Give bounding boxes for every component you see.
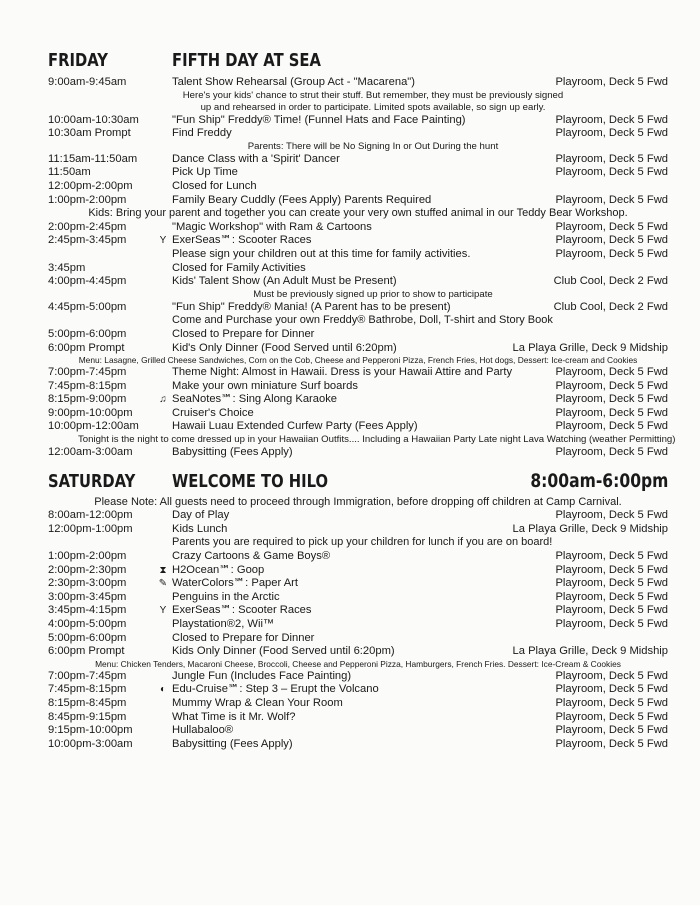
event-location: Playroom, Deck 5 Fwd	[555, 379, 668, 392]
schedule-row	[48, 446, 668, 460]
schedule-row	[48, 564, 668, 578]
event-time: 8:15pm-8:45pm	[48, 696, 127, 709]
schedule-row	[48, 301, 668, 315]
event-activity: Babysitting (Fees Apply)	[172, 737, 293, 750]
event-time: 12:00pm-1:00pm	[48, 522, 133, 535]
event-time: 10:00pm-12:00am	[48, 420, 139, 433]
event-location: Playroom, Deck 5 Fwd	[555, 724, 668, 737]
activity-icon	[154, 328, 172, 342]
event-activity: Closed to Prepare for Dinner	[172, 631, 315, 644]
activity-icon	[154, 446, 172, 460]
activity-icon	[154, 632, 172, 646]
event-time: 2:30pm-3:00pm	[48, 577, 127, 590]
event-location: Playroom, Deck 5 Fwd	[555, 166, 668, 179]
event-time: 12:00pm-2:00pm	[48, 179, 133, 192]
activity-icon	[154, 670, 172, 684]
schedule-row	[48, 221, 668, 235]
activity-icon	[154, 194, 172, 208]
schedule-row	[48, 591, 668, 605]
event-activity: Theme Night: Almost in Hawaii. Dress is your Hawaii Attire and Party	[172, 366, 513, 379]
event-time: 6:00pm Prompt	[48, 341, 125, 354]
menu-note: Menu: Chicken Tenders, Macaroni Cheese, Broccoli, Cheese and Pepperoni Pizza, Hamburgers, French Fries. Dessert: Ice-Cream & Cookies	[95, 658, 621, 669]
activity-icon	[154, 262, 172, 276]
event-activity: Find Freddy	[172, 127, 232, 140]
schedule-note: Parents you are required to pick up your children for lunch if you are on board!	[172, 536, 553, 549]
activity-icon	[154, 697, 172, 711]
event-time: 3:45pm-4:15pm	[48, 604, 127, 617]
activity-icon	[154, 618, 172, 632]
event-time: 9:00pm-10:00pm	[48, 406, 133, 419]
activity-icon	[154, 221, 172, 235]
event-location: Playroom, Deck 5 Fwd	[555, 366, 668, 379]
event-location: Playroom, Deck 5 Fwd	[555, 710, 668, 723]
schedule-note: Tonight is the night to come dressed up in your Hawaiian Outfits.... Including a Hawaiian Party Late night Lava Watching (weather Permitting)	[78, 434, 676, 446]
event-activity: Hullabaloo®	[172, 724, 234, 737]
event-time: 5:00pm-6:00pm	[48, 631, 127, 644]
event-location: Playroom, Deck 5 Fwd	[555, 563, 668, 576]
event-location: Playroom, Deck 5 Fwd	[555, 446, 668, 459]
event-activity: WaterColors℠: Paper Art	[172, 577, 299, 590]
schedule-note: up and rehearsed in order to participate. Limited spots available, so sign up early.	[200, 101, 546, 113]
event-location: Playroom, Deck 5 Fwd	[555, 113, 668, 126]
saturday-schedule	[48, 496, 668, 752]
schedule-row	[48, 153, 668, 167]
schedule-note: Please Note: All guests need to proceed through Immigration, before dropping off children at Camp Carnival.	[94, 495, 622, 508]
activity-icon: ⧗	[159, 564, 167, 576]
schedule-row	[48, 262, 668, 276]
event-activity: Dance Class with a 'Spirit' Dancer	[172, 152, 340, 165]
event-activity: ExerSeas℠: Scooter Races	[172, 234, 312, 247]
activity-icon	[154, 166, 172, 180]
activity-icon	[154, 380, 172, 394]
event-location: Playroom, Deck 5 Fwd	[555, 127, 668, 140]
event-activity: Kid's Only Dinner (Food Served until 6:20pm)	[172, 341, 397, 354]
event-activity: Closed for Lunch	[172, 179, 257, 192]
event-time: 2:00pm-2:45pm	[48, 220, 127, 233]
event-time: 4:00pm-4:45pm	[48, 275, 127, 288]
event-location: La Playa Grille, Deck 9 Midship	[512, 341, 668, 354]
event-time: 2:45pm-3:45pm	[48, 234, 127, 247]
menu-note: Menu: Lasagne, Grilled Cheese Sandwiches, Corn on the Cob, Cheese and Pepperoni Pizza, French Fries, Hot dogs, Dessert: Ice-cream and Cookies	[78, 355, 638, 366]
schedule-row	[48, 577, 668, 591]
friday-schedule	[48, 76, 676, 460]
activity-icon	[154, 342, 172, 356]
event-time: 7:00pm-7:45pm	[48, 366, 127, 379]
schedule-note: Kids: Bring your parent and together you can create your very own stuffed animal in our Teddy Bear Workshop.	[88, 207, 628, 220]
activity-icon	[154, 114, 172, 128]
event-location: Playroom, Deck 5 Fwd	[555, 696, 668, 709]
event-location: La Playa Grille, Deck 9 Midship	[512, 645, 668, 658]
event-activity: Mummy Wrap & Clean Your Room	[172, 696, 343, 709]
event-activity: "Fun Ship" Freddy® Mania! (A Parent has to be present)	[172, 300, 451, 313]
event-activity: Hawaii Luau Extended Curfew Party (Fees Apply)	[172, 420, 418, 433]
activity-icon	[154, 366, 172, 380]
event-activity: Babysitting (Fees Apply)	[172, 446, 293, 459]
event-time	[48, 248, 154, 262]
event-activity: Crazy Cartoons & Game Boys®	[172, 550, 331, 563]
schedule-row	[48, 275, 668, 289]
event-location: Playroom, Deck 5 Fwd	[555, 683, 668, 696]
friday-header	[48, 50, 668, 74]
schedule-note: Come and Purchase your own Freddy® Bathrobe, Doll, T-shirt and Story Book	[172, 314, 553, 327]
schedule-row	[48, 645, 668, 659]
activity-icon: Y	[159, 235, 167, 247]
schedule-row	[48, 127, 668, 141]
event-activity: Cruiser's Choice	[172, 406, 254, 419]
event-time: 9:15pm-10:00pm	[48, 724, 133, 737]
activity-icon	[154, 738, 172, 752]
event-time: 7:45pm-8:15pm	[48, 379, 127, 392]
activity-icon	[154, 248, 172, 262]
schedule-row	[48, 328, 668, 342]
schedule-row	[48, 724, 668, 738]
schedule-note: Here's your kids' chance to strut their stuff. But remember, they must be previously signed	[182, 89, 564, 101]
event-time: 3:45pm	[48, 261, 86, 274]
event-time: 4:00pm-5:00pm	[48, 618, 127, 630]
schedule-row	[48, 697, 668, 711]
schedule-row	[48, 683, 668, 697]
event-time: 9:00am-9:45am	[48, 76, 127, 88]
schedule-row	[48, 618, 668, 632]
activity-icon	[154, 301, 172, 315]
event-time: 10:00am-10:30am	[48, 113, 139, 126]
schedule-row	[48, 114, 668, 128]
event-location: Playroom, Deck 5 Fwd	[555, 152, 668, 165]
event-location: Playroom, Deck 5 Fwd	[555, 737, 668, 750]
activity-icon	[154, 591, 172, 605]
activity-icon	[154, 645, 172, 659]
activity-icon	[154, 76, 172, 90]
event-location: Playroom, Deck 5 Fwd	[555, 550, 668, 563]
event-time: 1:00pm-2:00pm	[48, 193, 127, 206]
event-activity: Please sign your children out at this time for family activities.	[172, 247, 471, 260]
schedule-note: Parents: There will be No Signing In or Out During the hunt	[247, 140, 499, 152]
event-location: Playroom, Deck 5 Fwd	[555, 406, 668, 419]
event-location: Playroom, Deck 5 Fwd	[555, 669, 668, 682]
schedule-row	[48, 632, 668, 646]
event-location: Playroom, Deck 5 Fwd	[555, 577, 668, 590]
event-activity: Family Beary Cuddly (Fees Apply) Parents Required	[172, 193, 432, 206]
event-location: Club Cool, Deck 2 Fwd	[553, 300, 668, 313]
day-name: FRIDAY	[48, 50, 108, 71]
event-activity: What Time is it Mr. Wolf?	[172, 710, 296, 723]
event-activity: "Fun Ship" Freddy® Time! (Funnel Hats and Face Painting)	[172, 113, 466, 126]
activity-icon	[154, 724, 172, 738]
event-activity: Talent Show Rehearsal (Group Act - "Macarena")	[172, 76, 415, 88]
schedule-note: Must be previously signed up prior to show to participate	[253, 288, 493, 300]
schedule-row	[48, 342, 668, 356]
event-time: 7:00pm-7:45pm	[48, 669, 127, 682]
event-activity: Playstation®2, Wii™	[172, 618, 275, 630]
activity-icon: Y	[159, 605, 167, 617]
day-name: SATURDAY	[48, 470, 136, 492]
schedule-row	[48, 180, 668, 194]
schedule-row	[48, 738, 668, 752]
event-location: Playroom, Deck 5 Fwd	[555, 618, 668, 630]
event-activity: Penguins in the Arctic	[172, 590, 280, 603]
event-location: Playroom, Deck 5 Fwd	[555, 234, 668, 247]
activity-icon	[154, 550, 172, 564]
activity-icon	[154, 153, 172, 167]
saturday-header	[48, 470, 668, 494]
event-activity: Closed to Prepare for Dinner	[172, 327, 315, 340]
event-location: Playroom, Deck 5 Fwd	[555, 393, 668, 406]
event-time: 5:00pm-6:00pm	[48, 327, 127, 340]
event-activity: "Magic Workshop" with Ram & Cartoons	[172, 220, 372, 233]
schedule-row	[48, 550, 668, 564]
activity-icon	[154, 407, 172, 421]
event-activity: Pick Up Time	[172, 166, 238, 179]
event-location: Playroom, Deck 5 Fwd	[555, 220, 668, 233]
event-time: 8:45pm-9:15pm	[48, 710, 127, 723]
event-time: 4:45pm-5:00pm	[48, 300, 127, 313]
activity-icon: ✎	[158, 578, 168, 590]
event-time: 10:30am Prompt	[48, 127, 131, 140]
event-time: 1:00pm-2:00pm	[48, 550, 127, 563]
activity-icon: ♫	[159, 394, 167, 406]
schedule-row	[48, 604, 668, 618]
event-location: Playroom, Deck 5 Fwd	[555, 420, 668, 433]
event-activity: H2Ocean℠: Goop	[172, 563, 265, 576]
event-time: 11:15am-11:50am	[48, 152, 138, 165]
schedule-row	[48, 248, 668, 262]
event-activity: Closed for Family Activities	[172, 261, 306, 274]
day-title: WELCOME TO HILO	[172, 470, 329, 492]
schedule-row	[48, 670, 668, 684]
schedule-page	[48, 50, 676, 751]
event-time: 7:45pm-8:15pm	[48, 683, 127, 696]
event-location: Playroom, Deck 5 Fwd	[555, 193, 668, 206]
schedule-row	[48, 380, 668, 394]
schedule-row	[48, 509, 668, 523]
schedule-row	[48, 393, 668, 407]
event-activity: SeaNotes℠: Sing Along Karaoke	[172, 393, 338, 406]
activity-icon	[154, 420, 172, 434]
event-time: 6:00pm Prompt	[48, 645, 125, 658]
activity-icon	[154, 523, 172, 537]
event-location: Playroom, Deck 5 Fwd	[555, 247, 668, 260]
schedule-row	[48, 407, 668, 421]
event-time: 11:50am	[48, 166, 91, 179]
event-activity: Make your own miniature Surf boards	[172, 379, 358, 392]
schedule-row	[48, 523, 668, 537]
event-activity: Jungle Fun (Includes Face Painting)	[172, 669, 352, 682]
event-time: 8:00am-12:00pm	[48, 509, 133, 522]
event-time: 10:00pm-3:00am	[48, 737, 133, 750]
event-activity: Kids' Talent Show (An Adult Must be Present)	[172, 275, 397, 288]
event-location: Club Cool, Deck 2 Fwd	[553, 275, 668, 288]
schedule-row	[48, 166, 668, 180]
event-time: 3:00pm-3:45pm	[48, 590, 127, 603]
event-activity: Edu-Cruise℠: Step 3 – Erupt the Volcano	[172, 683, 379, 696]
activity-icon	[154, 711, 172, 725]
event-time: 2:00pm-2:30pm	[48, 563, 127, 576]
event-time: 8:15pm-9:00pm	[48, 393, 127, 406]
day-title: FIFTH DAY AT SEA	[172, 50, 321, 71]
event-activity: Kids Only Dinner (Food Served until 6:20pm)	[172, 645, 395, 658]
activity-icon	[154, 275, 172, 289]
event-location: La Playa Grille, Deck 9 Midship	[512, 522, 668, 535]
activity-icon	[154, 509, 172, 523]
activity-icon	[154, 127, 172, 141]
event-activity: Kids Lunch	[172, 522, 228, 535]
activity-icon: ◐	[159, 684, 167, 696]
schedule-row	[48, 234, 668, 248]
event-location: Playroom, Deck 5 Fwd	[555, 76, 668, 88]
schedule-row	[48, 366, 668, 380]
event-location: Playroom, Deck 5 Fwd	[555, 604, 668, 617]
event-time: 12:00am-3:00am	[48, 446, 133, 459]
schedule-row	[48, 76, 668, 90]
schedule-row	[48, 420, 668, 434]
port-hours: 8:00am-6:00pm	[529, 469, 668, 492]
event-location: Playroom, Deck 5 Fwd	[555, 590, 668, 603]
event-location: Playroom, Deck 5 Fwd	[555, 509, 668, 522]
event-activity: ExerSeas℠: Scooter Races	[172, 604, 312, 617]
schedule-row	[48, 711, 668, 725]
activity-icon	[154, 180, 172, 194]
event-activity: Day of Play	[172, 509, 230, 522]
schedule-row	[48, 194, 668, 208]
